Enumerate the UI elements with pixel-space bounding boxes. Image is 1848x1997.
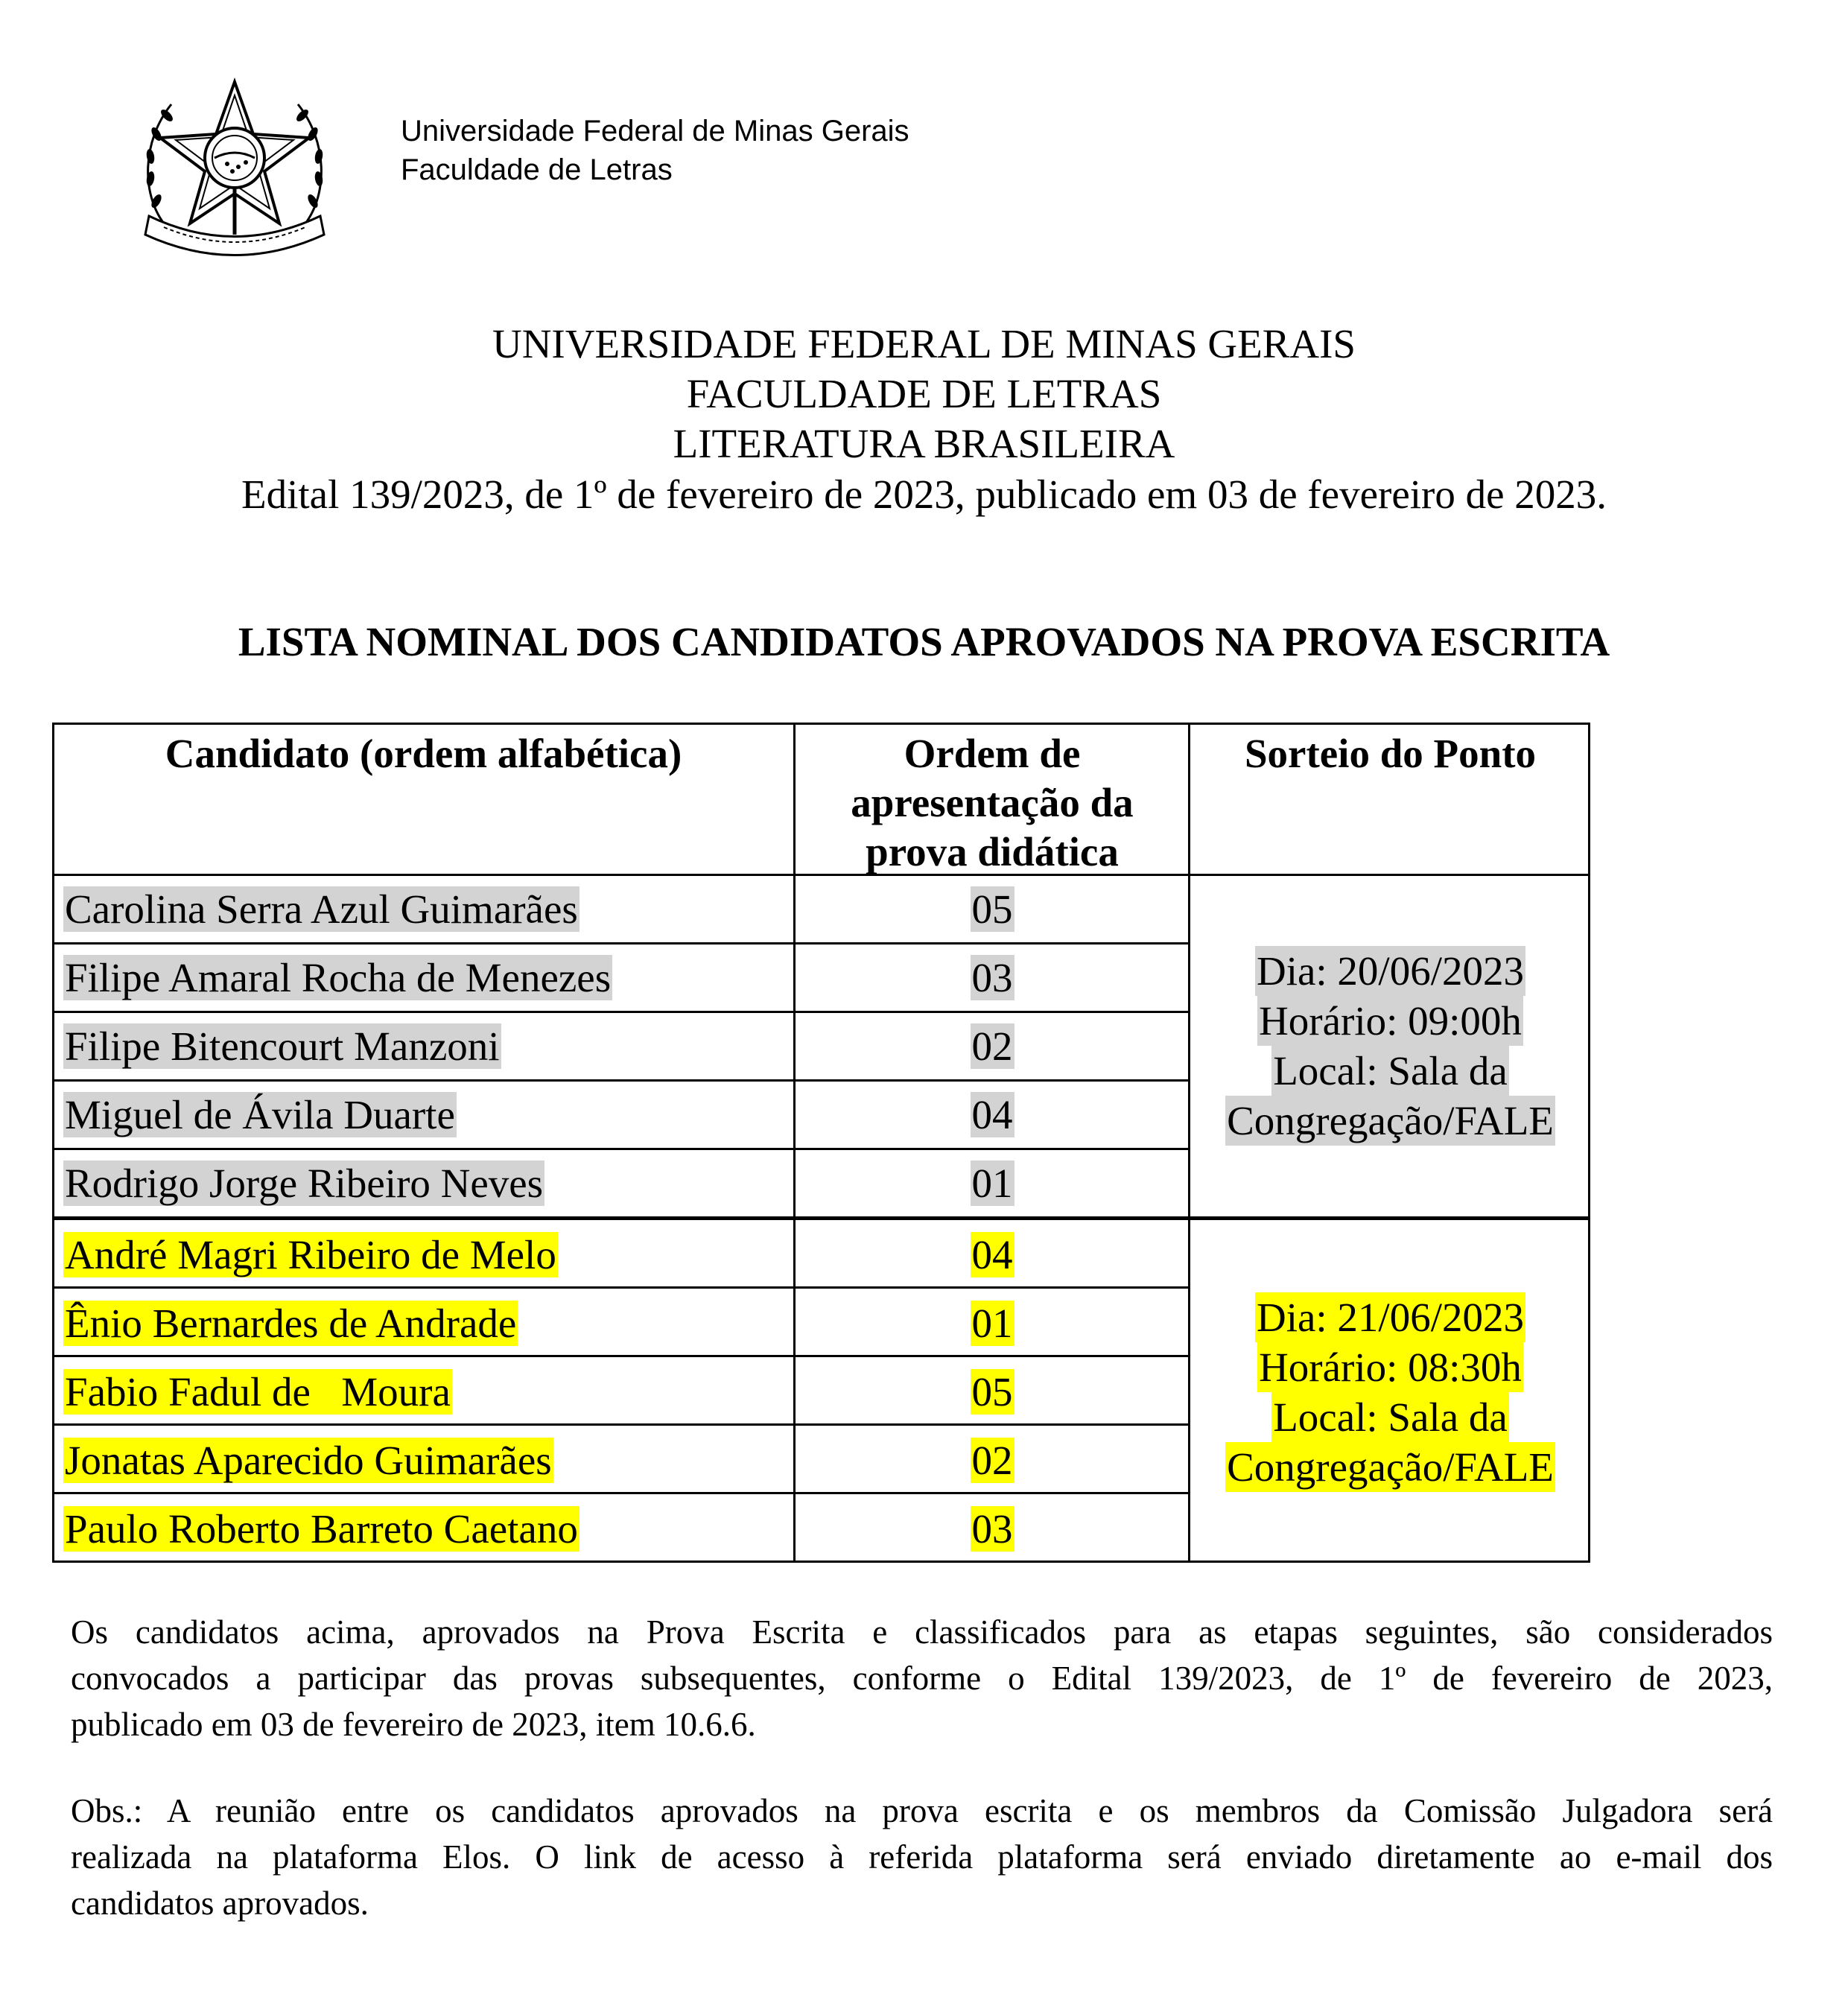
table-row-candidate: Fabio Fadul de Moura bbox=[65, 1369, 451, 1415]
brazil-coat-of-arms-icon bbox=[134, 74, 335, 264]
title-edict: Edital 139/2023, de 1º de fevereiro de 2023, publicado em 03 de fevereiro de 2023. bbox=[241, 472, 1607, 517]
draw-place: Congregação/FALE bbox=[1225, 1442, 1555, 1492]
title-faculty: FACULDADE DE LETRAS bbox=[686, 371, 1162, 416]
row-divider bbox=[52, 1011, 1190, 1013]
draw-time: Horário: 09:00h bbox=[1257, 996, 1523, 1046]
table-row-candidate: André Magri Ribeiro de Melo bbox=[65, 1232, 556, 1277]
table-border-left bbox=[52, 723, 54, 1563]
row-divider bbox=[52, 1148, 1190, 1150]
letterhead-faculty: Faculdade de Letras bbox=[401, 153, 673, 186]
draw-day: Dia: 21/06/2023 bbox=[1255, 1292, 1525, 1342]
observation-paragraph: Obs.: A reunião entre os candidatos aprovados na prova escrita e os membros da Comissão Julgadora será realizada na plataforma Elos. O link de acesso à referida plataforma será enviado diretamente ao e-mail dos candidatos aprovados. bbox=[71, 1792, 1773, 1922]
header-draw: Sorteio do Ponto bbox=[1244, 731, 1537, 776]
candidates-table bbox=[52, 723, 1590, 1563]
table-row-order: 05 bbox=[971, 886, 1013, 932]
table-row-order: 01 bbox=[971, 1161, 1013, 1206]
table-row-candidate: Ênio Bernardes de Andrade bbox=[65, 1301, 517, 1346]
group-divider bbox=[52, 1216, 1590, 1220]
row-divider bbox=[52, 1423, 1190, 1426]
list-heading: LISTA NOMINAL DOS CANDIDATOS APROVADOS NA PROVA ESCRITA bbox=[238, 619, 1610, 664]
table-row-candidate: Filipe Amaral Rocha de Menezes bbox=[65, 955, 612, 1000]
title-university: UNIVERSIDADE FEDERAL DE MINAS GERAIS bbox=[492, 321, 1356, 366]
header-candidate: Candidato (ordem alfabética) bbox=[165, 731, 682, 776]
row-divider bbox=[52, 1286, 1190, 1289]
draw-day: Dia: 20/06/2023 bbox=[1255, 946, 1525, 996]
draw-info-group1 bbox=[1190, 946, 1590, 1146]
row-divider bbox=[52, 1079, 1190, 1082]
table-row-order: 03 bbox=[971, 955, 1013, 1000]
header-order-line1: Ordem de bbox=[904, 731, 1081, 776]
table-row-candidate: Rodrigo Jorge Ribeiro Neves bbox=[65, 1161, 544, 1206]
draw-time: Horário: 08:30h bbox=[1257, 1342, 1523, 1392]
convocation-paragraph: Os candidatos acima, aprovados na Prova Escrita e classificados para as etapas seguintes, são considerados convocados a participar das provas subsequentes, conforme o Edital 139/2023, de 1º de fevereiro de 2023, publicado em 03 de fevereiro de 2023, item 10.6.6. bbox=[71, 1613, 1773, 1743]
header-order-line2: apresentação da bbox=[851, 780, 1134, 825]
table-row-order: 02 bbox=[971, 1438, 1013, 1483]
table-row-candidate: Paulo Roberto Barreto Caetano bbox=[65, 1506, 578, 1552]
table-row-candidate: Filipe Bitencourt Manzoni bbox=[65, 1023, 500, 1069]
draw-place: Local: Sala da bbox=[1271, 1392, 1509, 1442]
table-row-order: 04 bbox=[971, 1232, 1013, 1277]
title-area: LITERATURA BRASILEIRA bbox=[673, 421, 1175, 466]
row-divider bbox=[52, 1492, 1190, 1494]
row-divider bbox=[52, 942, 1190, 944]
table-row-candidate: Carolina Serra Azul Guimarães bbox=[65, 886, 578, 932]
draw-info-group2 bbox=[1190, 1292, 1590, 1492]
table-row-candidate: Jonatas Aparecido Guimarães bbox=[65, 1438, 552, 1483]
table-row-order: 03 bbox=[971, 1506, 1013, 1552]
draw-place: Local: Sala da bbox=[1271, 1046, 1509, 1096]
letterhead-university: Universidade Federal de Minas Gerais bbox=[401, 115, 909, 147]
table-row-order: 01 bbox=[971, 1301, 1013, 1346]
draw-place: Congregação/FALE bbox=[1225, 1096, 1555, 1146]
table-row-order: 04 bbox=[971, 1092, 1013, 1137]
table-border-bottom bbox=[52, 1561, 1590, 1563]
table-row-order: 05 bbox=[971, 1369, 1013, 1415]
table-row-candidate: Miguel de Ávila Duarte bbox=[65, 1092, 455, 1137]
header-order-line3: prova didática bbox=[866, 829, 1119, 874]
table-row-order: 02 bbox=[971, 1023, 1013, 1069]
row-divider bbox=[52, 1355, 1190, 1357]
table-border-top bbox=[52, 723, 1590, 725]
